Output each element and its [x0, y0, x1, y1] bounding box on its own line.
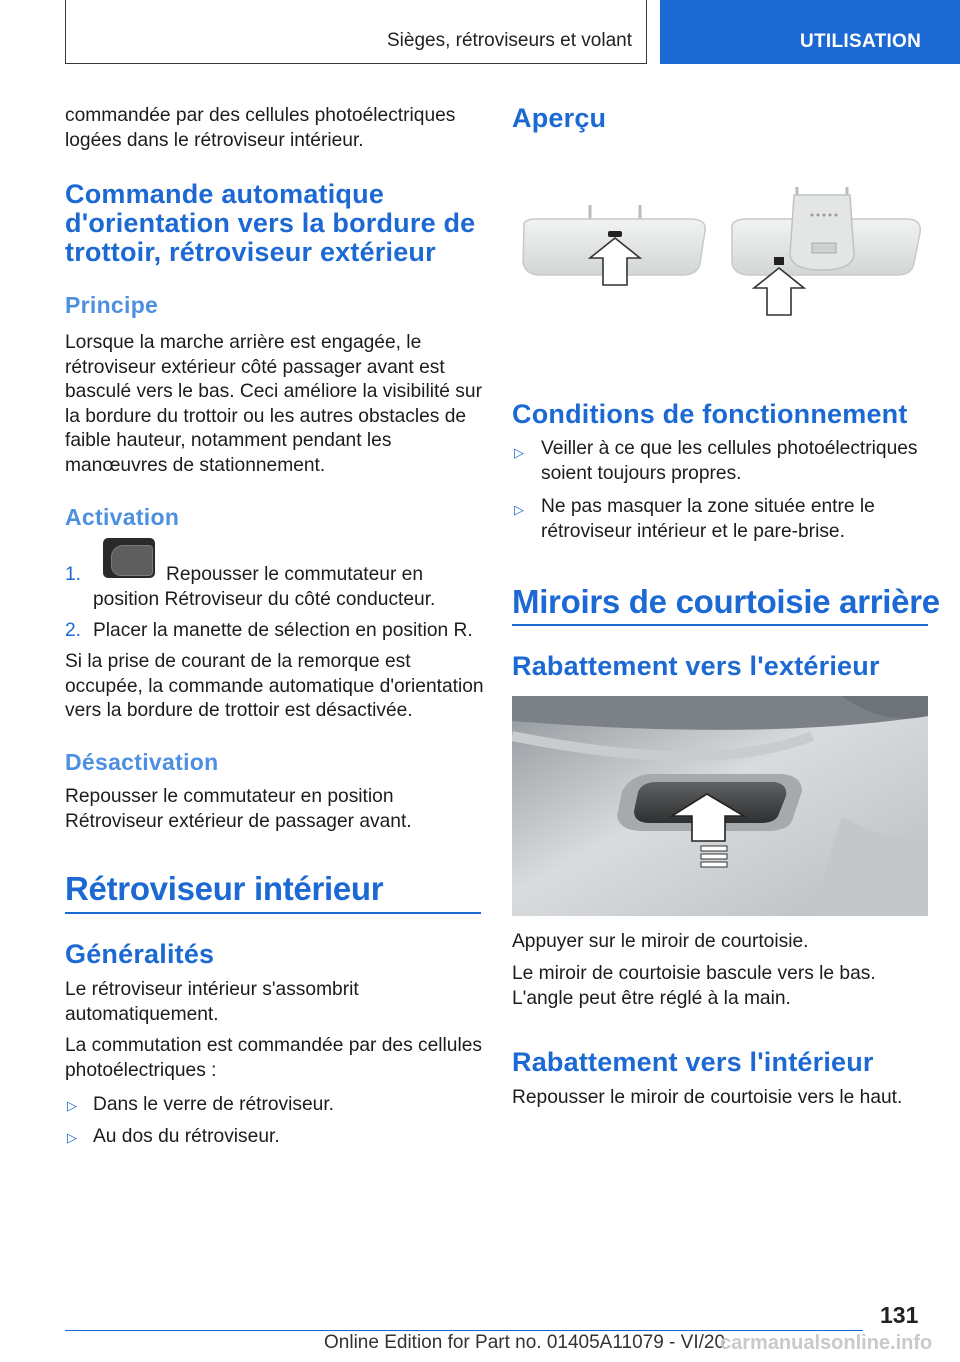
conditions-heading: Conditions de fonctionnement [512, 399, 908, 429]
footer-rule [65, 1330, 863, 1331]
bullet-triangle-icon: ▷ [514, 502, 524, 517]
step-text: Repousser le commutateur en position Rétroviseur du côté conducteur. [93, 564, 436, 610]
page-number: 131 [880, 1302, 919, 1328]
footer-edition: Online Edition for Part no. 01405A11079 - VI/20 [324, 1332, 726, 1353]
section-rule [512, 624, 928, 626]
deactivation-text: Repousser le commutateur en position Rétroviseur extérieur de passager avant. [65, 786, 412, 832]
fold-out-heading: Rabattement vers l'extérieur [512, 651, 880, 681]
condition-text: Veiller à ce que les cellules photoélectriques soient toujours propres. [541, 438, 918, 484]
fold-in-text: Repousser le miroir de courtoisie vers le haut. [512, 1087, 903, 1108]
step-number: 2. [65, 620, 82, 641]
bullet-triangle-icon: ▷ [67, 1098, 77, 1113]
bullet-triangle-icon: ▷ [67, 1130, 77, 1145]
header-tab-label: UTILISATION [800, 31, 922, 52]
interior-mirror-heading: Rétroviseur intérieur [65, 870, 384, 907]
courtesy-mirrors-heading: Miroirs de courtoisie arrière [512, 583, 940, 620]
interior-mirror-illustration [512, 175, 928, 350]
bullet-text: Dans le verre de rétroviseur. [93, 1094, 335, 1115]
activation-note: Si la prise de courant de la remorque est occupée, la commande automatique d'orientation vers la bordure de trottoir est désactivée. [65, 651, 484, 721]
fold-out-text: Le miroir de courtoisie bascule vers le bas. L'angle peut être réglé à la main. [512, 963, 876, 1009]
header-section-box [65, 0, 647, 64]
apercu-heading: Aperçu [512, 103, 607, 133]
watermark: carmanualsonline.info [720, 1332, 933, 1354]
fold-out-text: Appuyer sur le miroir de courtoisie. [512, 931, 809, 952]
header-tab[interactable] [660, 0, 960, 64]
bullet-text: Au dos du rétroviseur. [93, 1126, 280, 1147]
intro-text: commandée par des cellules photoélectriques logées dans le rétroviseur intérieur. [65, 105, 456, 151]
bullet-triangle-icon: ▷ [514, 445, 524, 460]
principe-text: Lorsque la marche arrière est engagée, le rétroviseur extérieur côté passager avant est basculé vers le bas. Ceci améliore la visibilité sur la bordure du trottoir ou les autres obstacles de faible hauteur, notamment pendant les manœuvres de stationnement. [65, 332, 482, 476]
courtesy-mirror-photo [512, 696, 928, 916]
activation-heading: Activation [65, 504, 180, 530]
deactivation-heading: Désactivation [65, 749, 219, 775]
fold-in-heading: Rabattement vers l'intérieur [512, 1047, 874, 1077]
condition-text: Ne pas masquer la zone située entre le rétroviseur intérieur et le pare-brise. [541, 496, 875, 542]
step-number: 1. [65, 564, 82, 585]
general-text: La commutation est commandée par des cellules photoélectriques : [65, 1035, 483, 1081]
principe-heading: Principe [65, 292, 159, 318]
auto-orientation-heading: Commande automatique d'orientation vers la bordure de trottoir, rétroviseur extérieur [65, 179, 476, 267]
general-heading: Généralités [65, 939, 215, 969]
step-text: Placer la manette de sélection en position R. [93, 620, 473, 641]
header-section-title: Sièges, rétroviseurs et volant [386, 30, 632, 51]
general-text: Le rétroviseur intérieur s'assombrit automatiquement. [65, 979, 359, 1025]
section-rule [65, 912, 481, 914]
